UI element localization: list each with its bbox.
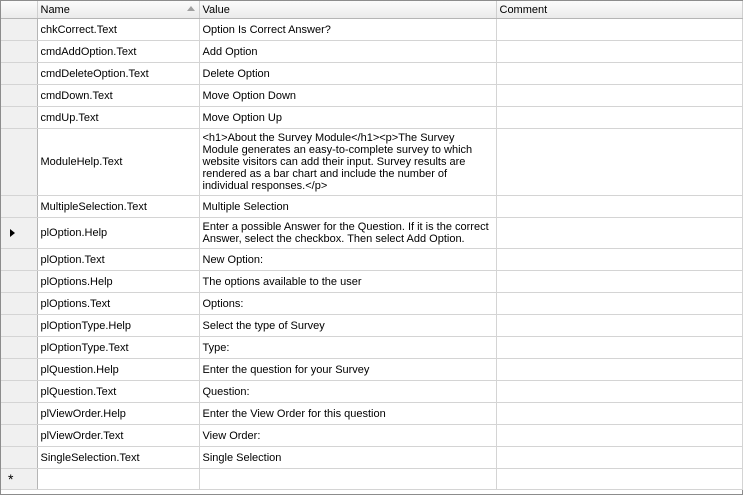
row-header[interactable]: [1, 107, 37, 129]
row-header[interactable]: [1, 19, 37, 41]
value-cell[interactable]: Select the type of Survey: [199, 315, 496, 337]
value-cell[interactable]: The options available to the user: [199, 271, 496, 293]
comment-cell[interactable]: [496, 359, 742, 381]
comment-cell[interactable]: [496, 85, 742, 107]
comment-cell[interactable]: [496, 315, 742, 337]
comment-cell[interactable]: [496, 293, 742, 315]
value-cell[interactable]: Move Option Down: [199, 85, 496, 107]
value-cell[interactable]: <h1>About the Survey Module</h1><p>The Survey Module generates an easy-to-complete survey to which website visitors can add their input. Survey results are rendered as a bar chart and include the number of individual responses.</p>: [199, 129, 496, 196]
table-row[interactable]: [1, 425, 742, 447]
row-header[interactable]: [1, 315, 37, 337]
table-row[interactable]: [1, 63, 742, 85]
table-row[interactable]: [1, 315, 742, 337]
value-cell[interactable]: Options:: [199, 293, 496, 315]
header-row: [1, 1, 742, 19]
row-header[interactable]: [1, 293, 37, 315]
comment-cell[interactable]: [496, 337, 742, 359]
column-header-comment[interactable]: [496, 1, 742, 19]
row-header[interactable]: [1, 85, 37, 107]
name-cell[interactable]: ModuleHelp.Text: [37, 129, 199, 196]
new-comment-cell[interactable]: [496, 469, 742, 490]
comment-cell[interactable]: [496, 425, 742, 447]
comment-cell[interactable]: [496, 107, 742, 129]
value-cell[interactable]: Move Option Up: [199, 107, 496, 129]
comment-cell[interactable]: [496, 196, 742, 218]
comment-cell[interactable]: [496, 381, 742, 403]
comment-cell[interactable]: [496, 218, 742, 249]
current-row-arrow-icon: [10, 229, 15, 237]
table-row[interactable]: [1, 129, 742, 196]
value-cell[interactable]: New Option:: [199, 249, 496, 271]
select-all-corner[interactable]: [1, 1, 37, 19]
name-cell[interactable]: plOptionType.Text: [37, 337, 199, 359]
name-cell[interactable]: plViewOrder.Help: [37, 403, 199, 425]
name-cell[interactable]: cmdDown.Text: [37, 85, 199, 107]
value-cell[interactable]: Enter a possible Answer for the Question. If it is the correct Answer, select the checkbox. Then select Add Option.: [199, 218, 496, 249]
table-row[interactable]: [1, 196, 742, 218]
table-row[interactable]: [1, 85, 742, 107]
row-header[interactable]: [1, 196, 37, 218]
table-row[interactable]: [1, 293, 742, 315]
value-cell[interactable]: Type:: [199, 337, 496, 359]
row-header[interactable]: [1, 129, 37, 196]
comment-cell[interactable]: [496, 41, 742, 63]
table-row[interactable]: [1, 107, 742, 129]
row-header[interactable]: [1, 249, 37, 271]
column-header-value[interactable]: [199, 1, 496, 19]
comment-cell[interactable]: [496, 19, 742, 41]
table-row[interactable]: [1, 271, 742, 293]
table-row[interactable]: [1, 447, 742, 469]
comment-cell[interactable]: [496, 129, 742, 196]
value-cell[interactable]: Single Selection: [199, 447, 496, 469]
row-header[interactable]: [1, 63, 37, 85]
value-cell[interactable]: Enter the View Order for this question: [199, 403, 496, 425]
new-value-cell[interactable]: [199, 469, 496, 490]
value-cell[interactable]: View Order:: [199, 425, 496, 447]
sort-ascending-icon: [187, 6, 195, 11]
value-cell[interactable]: Add Option: [199, 41, 496, 63]
name-cell[interactable]: plOption.Help: [37, 218, 199, 249]
new-row[interactable]: [1, 469, 742, 490]
comment-cell[interactable]: [496, 249, 742, 271]
name-cell[interactable]: chkCorrect.Text: [37, 19, 199, 41]
name-cell[interactable]: plViewOrder.Text: [37, 425, 199, 447]
name-cell[interactable]: MultipleSelection.Text: [37, 196, 199, 218]
name-cell[interactable]: plQuestion.Help: [37, 359, 199, 381]
row-header-current[interactable]: [1, 218, 37, 249]
table-row[interactable]: [1, 337, 742, 359]
row-header[interactable]: [1, 41, 37, 63]
row-header[interactable]: [1, 381, 37, 403]
value-cell[interactable]: Multiple Selection: [199, 196, 496, 218]
table-row[interactable]: [1, 41, 742, 63]
name-cell[interactable]: plQuestion.Text: [37, 381, 199, 403]
table-row-current[interactable]: [1, 218, 742, 249]
column-header-name-label: Name: [40, 3, 70, 16]
row-header[interactable]: [1, 425, 37, 447]
row-header-new[interactable]: [1, 469, 37, 490]
value-cell[interactable]: Delete Option: [199, 63, 496, 85]
name-cell[interactable]: cmdAddOption.Text: [37, 41, 199, 63]
row-header[interactable]: [1, 271, 37, 293]
column-header-name[interactable]: [37, 1, 199, 19]
row-header[interactable]: [1, 403, 37, 425]
table-row[interactable]: [1, 249, 742, 271]
table-row[interactable]: [1, 359, 742, 381]
comment-cell[interactable]: [496, 271, 742, 293]
name-cell[interactable]: plOptions.Text: [37, 293, 199, 315]
name-cell[interactable]: cmdDeleteOption.Text: [37, 63, 199, 85]
row-header[interactable]: [1, 359, 37, 381]
row-header[interactable]: [1, 337, 37, 359]
comment-cell[interactable]: [496, 63, 742, 85]
name-cell[interactable]: plOptionType.Help: [37, 315, 199, 337]
name-cell[interactable]: SingleSelection.Text: [37, 447, 199, 469]
row-header[interactable]: [1, 447, 37, 469]
column-header-value-label: Value: [202, 3, 230, 16]
value-cell[interactable]: Option Is Correct Answer?: [199, 19, 496, 41]
table-row[interactable]: [1, 381, 742, 403]
name-cell[interactable]: cmdUp.Text: [37, 107, 199, 129]
value-cell[interactable]: Enter the question for your Survey: [199, 359, 496, 381]
column-header-comment-label: Comment: [499, 3, 548, 16]
name-cell[interactable]: plOption.Text: [37, 249, 199, 271]
comment-cell[interactable]: [496, 403, 742, 425]
comment-cell[interactable]: [496, 447, 742, 469]
new-row-asterisk-icon: *: [8, 470, 14, 487]
value-cell[interactable]: Question:: [199, 381, 496, 403]
table-row[interactable]: [1, 403, 742, 425]
new-name-cell[interactable]: [37, 469, 199, 490]
name-cell[interactable]: plOptions.Help: [37, 271, 199, 293]
table-row[interactable]: [1, 19, 742, 41]
